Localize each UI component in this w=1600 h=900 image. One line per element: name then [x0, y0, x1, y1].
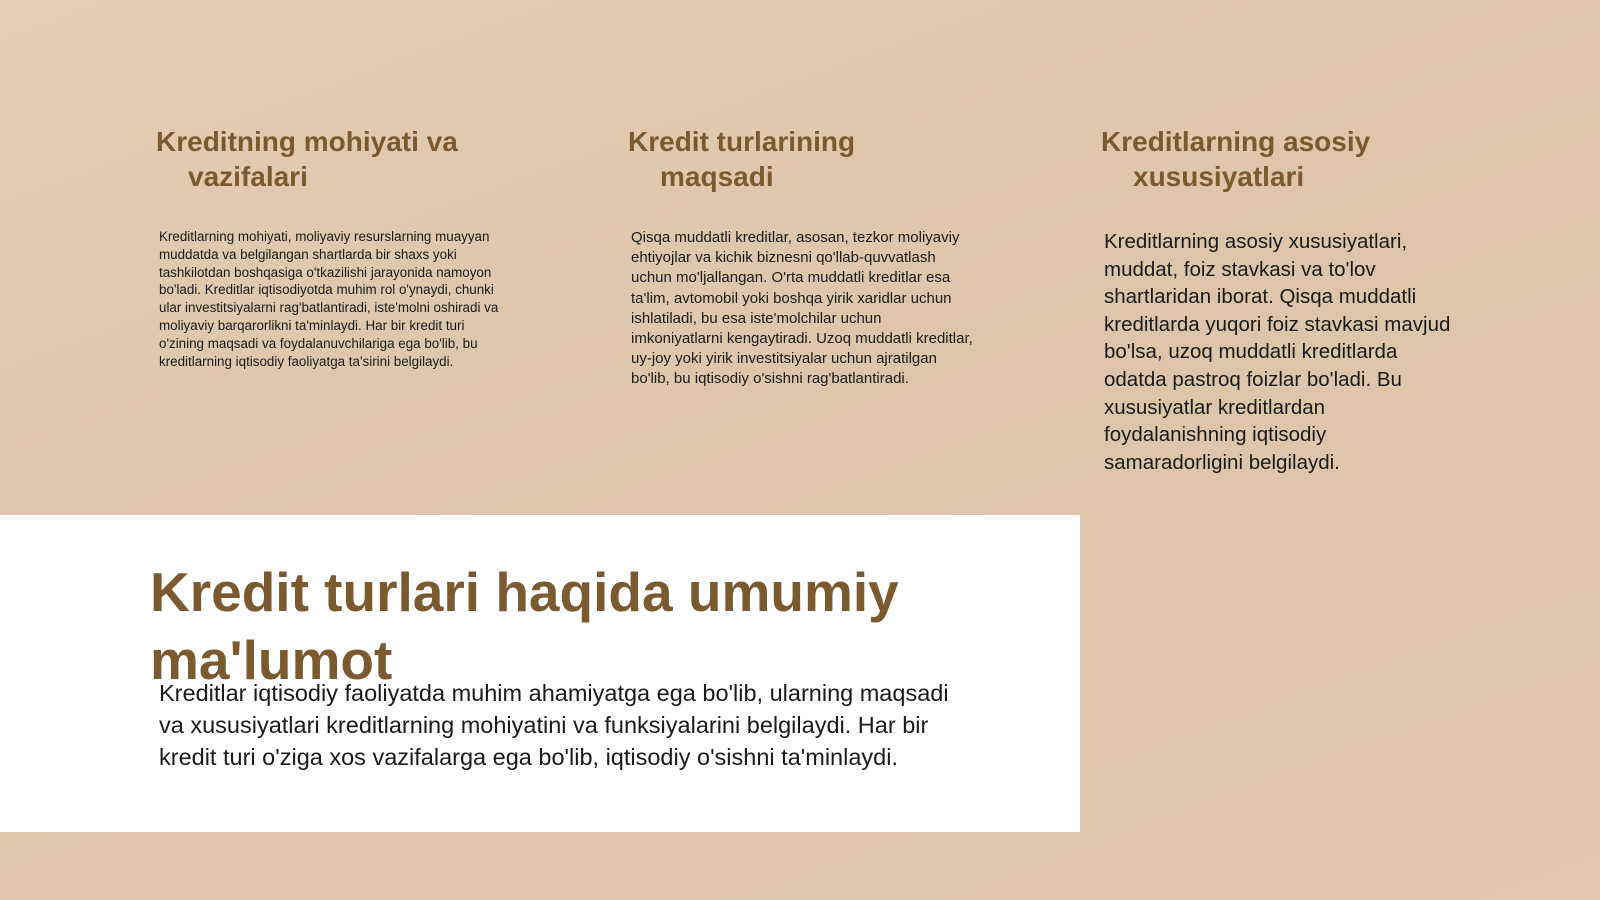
column-essence-title: Kreditning mohiyati va vazifalari [156, 126, 458, 192]
column-essence-text: Kreditlarning mohiyati, moliyaviy resurslarning muayyan muddatda va belgilangan shartlarda bir shaxs yoki tashkilotdan boshqasiga o'tkazilishi jarayonida namoyon bo'ladi. Kreditlar iqtisodiyotda muhim rol o'ynaydi, chunki ular investitsiyalarni rag'batlantiradi, iste'molni oshiradi va moliyaviy barqarorlikni ta'minlaydi. Har bir kredit turi o'zining maqsadi va foydalanuvchilariga ega bo'lib, bu kreditlarning iqtisodiy faoliyatga ta'sirini belgilaydi. [159, 229, 499, 369]
column-purpose [628, 124, 973, 388]
column-purpose-text: Qisqa muddatli kreditlar, asosan, tezkor moliyaviy ehtiyojlar va kichik biznesni qo'llab-quvvatlash uchun mo'ljallangan. O'rta muddatli kreditlar esa ta'lim, avtomobil yoki boshqa yirik xaridlar uchun ishlatiladi, bu esa iste'molchilar uchun imkoniyatlarni kengaytiradi. Uzoq muddatli kreditlar, uy-joy yoki yirik investitsiyalar uchun ajratilgan bo'lib, bu iqtisodiy o'sishni rag'batlantiradi. [631, 229, 973, 388]
column-features-text: Kreditlarning asosiy xususiyatlari, muddat, foiz stavkasi va to'lov shartlaridan iborat. Qisqa muddatli kreditlarda yuqori foiz stavkasi mavjud bo'lsa, uzoq muddatli kreditlarda odatda pastroq foizlar bo'ladi. Bu xususiyatlar kreditlardan foydalanishning iqtisodiy samaradorligini belgilaydi. [1104, 230, 1451, 474]
column-purpose-title: Kredit turlarining maqsadi [628, 126, 856, 192]
overview-title: Kredit turlari haqida umumiy ma'lumot [150, 561, 899, 691]
column-features [1101, 124, 1461, 474]
overview-text: Kreditlar iqtisodiy faoliyatda muhim ahamiyatga ega bo'lib, ularning maqsadi va xususiyatlari kreditlarning mohiyatini va funksiyalarini belgilaydi. Har bir kredit turi o'ziga xos vazifalarga ega bo'lib, iqtisodiy o'sishni ta'minlaydi. [159, 680, 949, 770]
column-essence [156, 124, 499, 369]
column-features-title: Kreditlarning asosiy xususiyatlari [1101, 126, 1371, 192]
